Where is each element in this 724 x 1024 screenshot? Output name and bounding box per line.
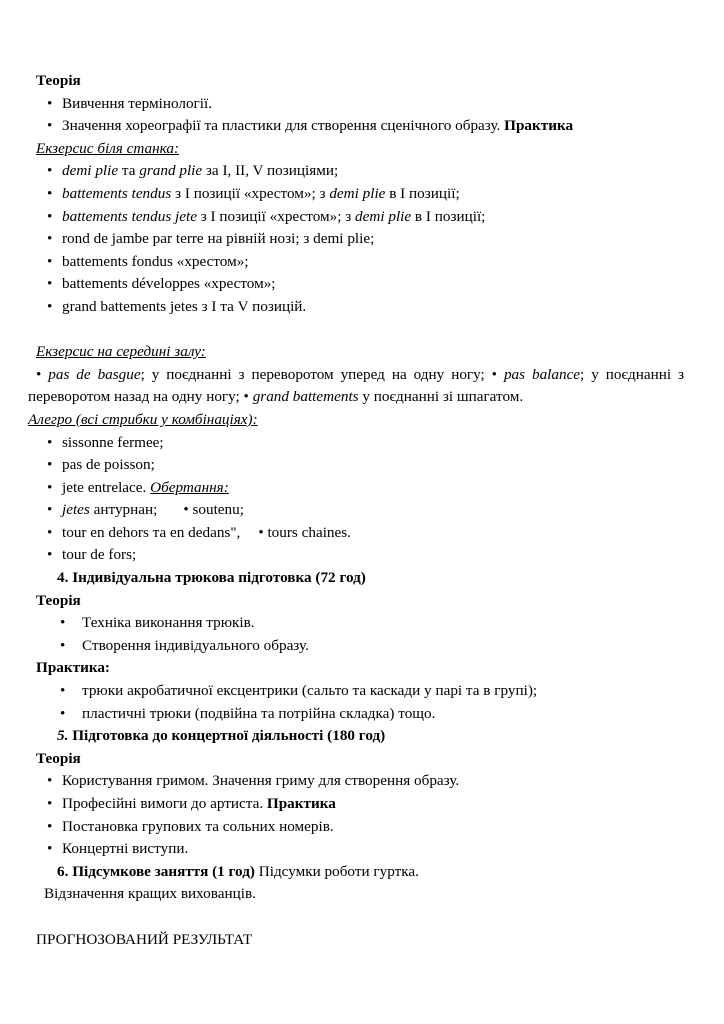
- list-item: • Користування гримом. Значення гриму для створення образу.: [0, 770, 724, 793]
- spacer: [0, 906, 724, 929]
- list-item: • пластичні трюки (подвійна та потрійна складка) тощо.: [0, 703, 724, 726]
- bullet: •: [47, 297, 53, 315]
- heading-practice: Практика:: [36, 659, 110, 677]
- list-item: • sissonne fermee;: [0, 432, 724, 455]
- heading-theory: Теорія: [36, 72, 81, 89]
- heading-practice: Практика: [504, 117, 574, 135]
- bullet: •: [47, 230, 53, 248]
- bullet: •: [60, 614, 66, 632]
- heading-center: Екзерсис на середині залу:: [36, 343, 206, 361]
- section-4-heading: 4. Індивідуальна трюкова підготовка (72 год): [57, 569, 366, 587]
- list-item: • Створення індивідуального образу.: [0, 635, 724, 658]
- heading-theory: Теорія: [36, 749, 81, 767]
- bullet: •: [47, 94, 53, 112]
- bullet: •: [47, 501, 53, 519]
- result-heading: ПРОГНОЗОВАНИЙ РЕЗУЛЬТАТ: [36, 930, 253, 948]
- list-item: • tour de fors;: [0, 544, 724, 567]
- list-item: • demi plie та grand plie за I, II, V позиціями;: [0, 160, 724, 183]
- bullet: •: [60, 636, 66, 654]
- bullet: •: [47, 162, 53, 180]
- list-item: • Техніка виконання трюків.: [0, 612, 724, 635]
- list-item: • трюки акробатичної ексцентрики (сальто та каскади у парі та в групі);: [0, 680, 724, 703]
- list-item: • Постановка групових та сольних номерів.: [0, 816, 724, 839]
- heading-barre: Екзерсис біля станка:: [36, 139, 180, 157]
- bullet: •: [47, 772, 53, 790]
- bullet: •: [47, 795, 53, 812]
- list-item: • Значення хореографії та пластики для створення сценічного образу. Практика: [0, 115, 724, 138]
- bullet: •: [47, 840, 53, 858]
- list-item: • battements développes «хрестом»;: [0, 273, 724, 296]
- list-item: • battements fondus «хрестом»;: [0, 251, 724, 274]
- bullet: •: [47, 184, 53, 202]
- spacer: [0, 319, 724, 342]
- list-item: • pas de poisson;: [0, 454, 724, 477]
- list-item: • Професійні вимоги до артиста. Практика: [0, 793, 724, 816]
- heading-rotations: Обертання:: [150, 478, 229, 496]
- list-item: • Вивчення термінології.: [0, 93, 724, 116]
- list-item: • battements tendus jete з I позиції «хрестом»; з demi plie в I позиції;: [0, 206, 724, 229]
- bullet: •: [47, 275, 53, 293]
- list-item: • Концертні виступи.: [0, 838, 724, 861]
- heading-practice: Практика: [266, 795, 336, 812]
- bullet: •: [60, 682, 66, 700]
- heading-allegro: Алегро (всі стрибки у комбінаціях):: [28, 410, 258, 428]
- bullet: •: [47, 478, 53, 496]
- bullet: •: [47, 456, 53, 474]
- bullet: •: [47, 117, 53, 135]
- heading-theory: Теорія: [36, 591, 81, 609]
- list-item: • jete entrelace. Обертання:: [0, 477, 724, 500]
- list-item: • grand battements jetes з I та V позицій.: [0, 296, 724, 319]
- list-item: • tour en dehors та en dedans", • tours chaines.: [0, 522, 724, 545]
- bullet: •: [47, 433, 53, 451]
- document-page: [0, 70, 724, 951]
- bullet: •: [47, 817, 53, 835]
- center-exercise-paragraph: • pas de basgue; у поєднанні з переворотом уперед на одну ногу; • pas balance; у поєднанні з переворотом назад на одну ногу; • grand battements у поєднанні зі шпагатом.: [28, 365, 684, 406]
- bullet: •: [47, 252, 53, 270]
- list-item: • jetes антурнан; • soutenu;: [0, 499, 724, 522]
- bullet: •: [47, 523, 53, 541]
- list-item: • rond de jambe par terre на рівній нозі; з demi plie;: [0, 228, 724, 251]
- bullet: •: [47, 207, 53, 225]
- list-item: • battements tendus з I позиції «хрестом»; з demi plie в I позиції;: [0, 183, 724, 206]
- bullet: •: [60, 704, 66, 722]
- section-5-heading: 5. Підготовка до концертної діяльності (180 год): [57, 727, 386, 745]
- section-6-continuation: Відзначення кращих вихованців.: [44, 885, 256, 903]
- section-6-heading: 6. Підсумкове заняття (1 год) Підсумки роботи гуртка.: [57, 862, 419, 880]
- bullet: •: [47, 546, 53, 564]
